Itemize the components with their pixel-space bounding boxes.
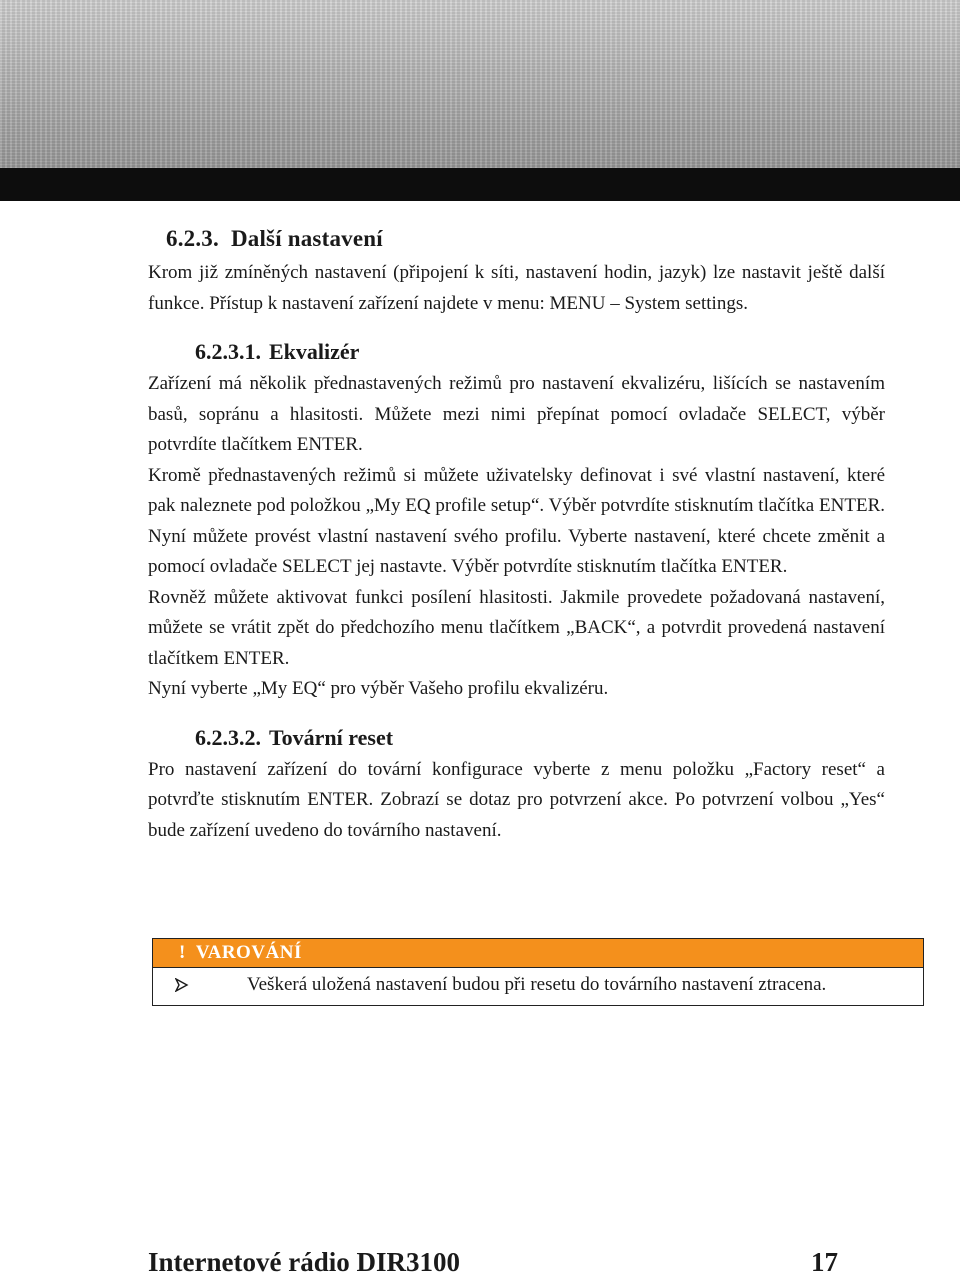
warning-text: Veškerá uložená nastavení budou při resetu do továrního nastavení ztracena. xyxy=(247,974,827,995)
factory-reset-number: 6.2.3.2. xyxy=(195,724,261,750)
factory-reset-heading xyxy=(195,725,885,751)
header-decoration xyxy=(0,0,960,168)
warning-header xyxy=(153,939,923,968)
page-footer xyxy=(148,1247,838,1278)
equalizer-paragraph-4: Nyní vyberte „My EQ“ pro výběr Vašeho profilu ekvalizéru. xyxy=(148,678,609,699)
section-intro: Krom již zmíněných nastavení (připojení k síti, nastavení hodin, jazyk) lze nastavit ještě další funkce. Přístup k nastavení zařízení najdete v menu: MENU – System settings. xyxy=(148,262,885,314)
warning-title: VAROVÁNÍ xyxy=(195,942,302,963)
equalizer-paragraph-2: Kromě přednastavených režimů si můžete uživatelsky definovat i své vlastní nastavení, které pak naleznete pod položkou „My EQ profile setup“. Výběr potvrdíte stisknutím tlačítka ENTER. Nyní můžete provést vlastní nastavení svého profilu. Vyberte nastavení, které chcete změnit a pomocí ovladače SELECT jej nastavte. Výběr potvrdíte stisknutím tlačítka ENTER. xyxy=(148,464,885,577)
factory-reset-paragraph: Pro nastavení zařízení do tovární konfigurace vyberte z menu položku „Factory reset“ a potvrďte stisknutím ENTER. Zobrazí se dotaz pro potvrzení akce. Po potvrzení volbou „Yes“ bude zařízení uvedeno do továrního nastavení. xyxy=(148,758,885,841)
equalizer-number: 6.2.3.1. xyxy=(195,339,261,364)
arrow-check-icon xyxy=(175,971,247,999)
equalizer-paragraph-3: Rovněž můžete aktivovat funkci posílení hlasitosti. Jakmile provedete požadovaná nastavení, můžete se vrátit zpět do předchozího menu tlačítkem „BACK“, a potvrdit provedená nastavení tlačítkem ENTER. xyxy=(148,586,885,669)
section-title: Další nastavení xyxy=(230,226,383,251)
page-content xyxy=(148,226,885,846)
section-heading xyxy=(166,226,885,252)
warning-box xyxy=(152,938,924,1006)
header-bar xyxy=(0,168,960,201)
warning-item xyxy=(153,968,923,1005)
equalizer-title: Ekvalizér xyxy=(269,339,360,364)
factory-reset-title: Tovární reset xyxy=(269,724,394,750)
footer-product: Internetové rádio DIR3100 xyxy=(148,1247,460,1277)
equalizer-heading xyxy=(195,339,885,365)
section-number: 6.2.3. xyxy=(166,226,219,251)
page-number: 17 xyxy=(811,1247,838,1277)
equalizer-paragraph-1: Zařízení má několik přednastavených režimů pro nastavení ekvalizéru, lišících se nastavením basů, sopránu a hlasitosti. Můžete mezi nimi přepínat pomocí ovladače SELECT, výběr potvrdíte tlačítkem ENTER. xyxy=(148,373,885,455)
warning-mark: ! xyxy=(179,942,186,963)
